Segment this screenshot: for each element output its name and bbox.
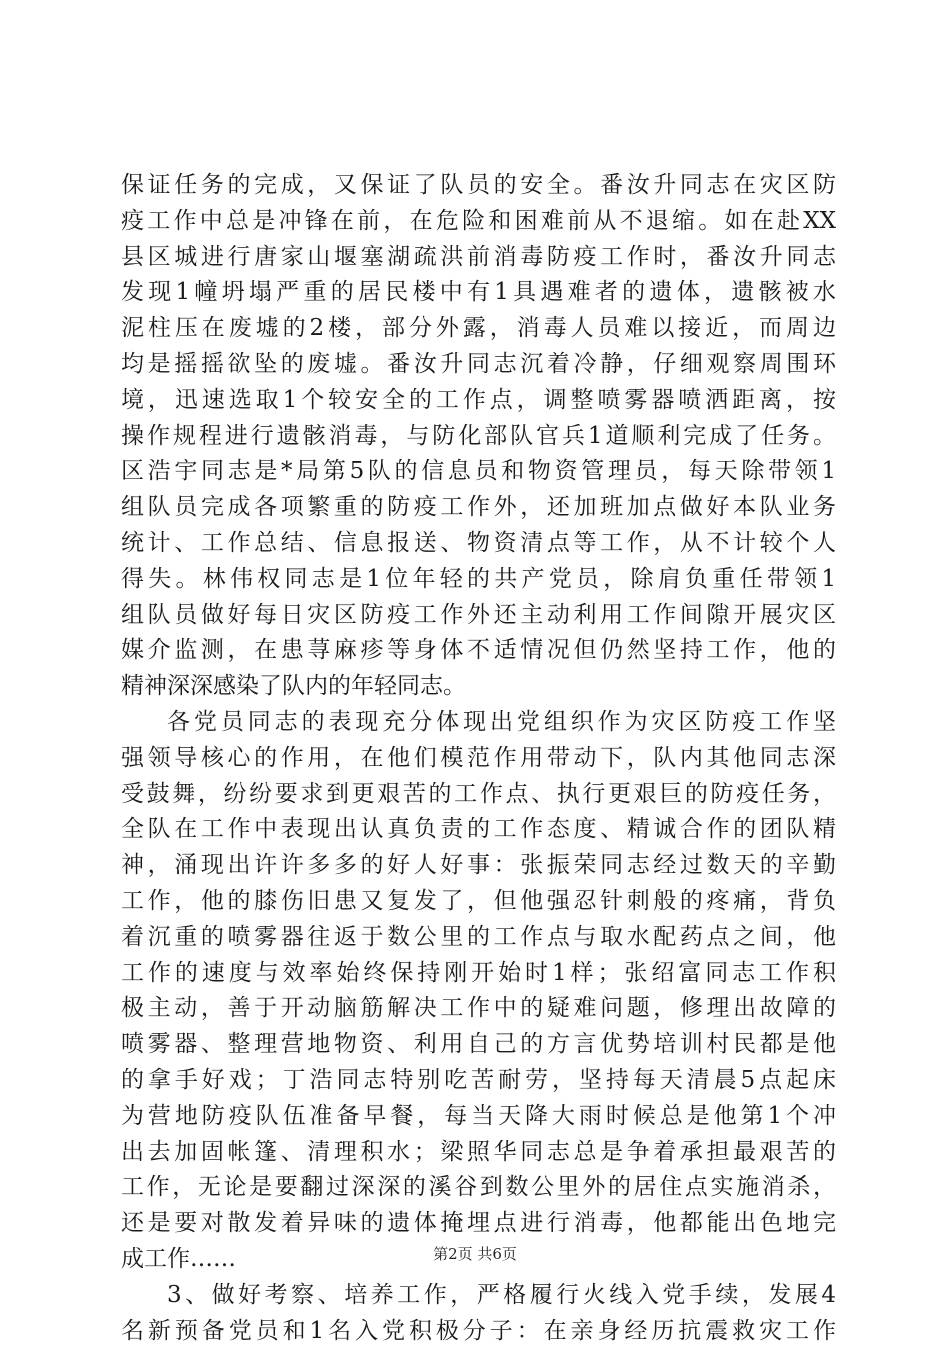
text-line: 3、做好考察、培养工作，严格履行火线入党手续，发展4: [121, 1278, 836, 1314]
text-line: 均是摇摇欲坠的废墟。番汝升同志沉着冷静，仔细观察周围环: [121, 347, 836, 383]
text-line: 组队员完成各项繁重的防疫工作外，还加班加点做好本队业务: [121, 490, 836, 526]
text-line: 媒介监测，在患荨麻疹等身体不适情况但仍然坚持工作，他的: [121, 633, 836, 669]
text-line: 神，涌现出许许多多的好人好事：张振荣同志经过数天的辛勤: [121, 848, 836, 884]
text-line: 还是要对散发着异味的遗体掩埋点进行消毒，他都能出色地完: [121, 1206, 836, 1242]
text-line: 名新预备党员和1名入党积极分子：在亲身经历抗震救灾工作: [121, 1314, 836, 1349]
text-line: 保证任务的完成，又保证了队员的安全。番汝升同志在灾区防: [121, 168, 836, 204]
text-line: 全队在工作中表现出认真负责的工作态度、精诚合作的团队精: [121, 812, 836, 848]
text-line: 区浩宇同志是*局第5队的信息员和物资管理员，每天除带领1: [121, 454, 836, 490]
text-line: 的拿手好戏；丁浩同志特别吃苦耐劳，坚持每天清晨5点起床: [121, 1063, 836, 1099]
text-line: 成工作……: [121, 1242, 836, 1278]
text-line: 疫工作中总是冲锋在前，在危险和困难前从不退缩。如在赴XX: [121, 204, 836, 240]
text-line: 为营地防疫队伍准备早餐，每当天降大雨时候总是他第1个冲: [121, 1099, 836, 1135]
text-line: 出去加固帐篷、清理积水；梁照华同志总是争着承担最艰苦的: [121, 1135, 836, 1171]
document-body: [121, 168, 836, 1349]
text-line: 泥柱压在废墟的2楼，部分外露，消毒人员难以接近，而周边: [121, 311, 836, 347]
text-line: 着沉重的喷雾器往返于数公里的工作点与取水配药点之间，他: [121, 920, 836, 956]
text-line: 境，迅速选取1个较安全的工作点，调整喷雾器喷洒距离，按: [121, 383, 836, 419]
text-line: 极主动，善于开动脑筋解决工作中的疑难问题，修理出故障的: [121, 991, 836, 1027]
text-line: 工作，他的膝伤旧患又复发了，但他强忍针刺般的疼痛，背负: [121, 884, 836, 920]
page-footer: 第2页 共6页: [0, 1244, 950, 1264]
text-line: 统计、工作总结、信息报送、物资清点等工作，从不计较个人: [121, 526, 836, 562]
text-line: 受鼓舞，纷纷要求到更艰苦的工作点、执行更艰巨的防疫任务，: [121, 777, 836, 813]
text-line: 工作的速度与效率始终保持刚开始时1样；张绍富同志工作积: [121, 956, 836, 992]
text-line: 工作，无论是要翻过深深的溪谷到数公里外的居住点实施消杀，: [121, 1170, 836, 1206]
text-line: 喷雾器、整理营地物资、利用自己的方言优势培训村民都是他: [121, 1027, 836, 1063]
text-line: 各党员同志的表现充分体现出党组织作为灾区防疫工作坚: [121, 705, 836, 741]
text-line: 发现1幢坍塌严重的居民楼中有1具遇难者的遗体，遗骸被水: [121, 275, 836, 311]
text-line: 县区城进行唐家山堰塞湖疏洪前消毒防疫工作时，番汝升同志: [121, 240, 836, 276]
text-line: 强领导核心的作用，在他们模范作用带动下，队内其他同志深: [121, 741, 836, 777]
text-line: 精神深深感染了队内的年轻同志。: [121, 669, 836, 705]
text-line: 操作规程进行遗骸消毒，与防化部队官兵1道顺利完成了任务。: [121, 419, 836, 455]
text-line: 得失。林伟权同志是1位年轻的共产党员，除肩负重任带领1: [121, 562, 836, 598]
text-line: 组队员做好每日灾区防疫工作外还主动利用工作间隙开展灾区: [121, 598, 836, 634]
